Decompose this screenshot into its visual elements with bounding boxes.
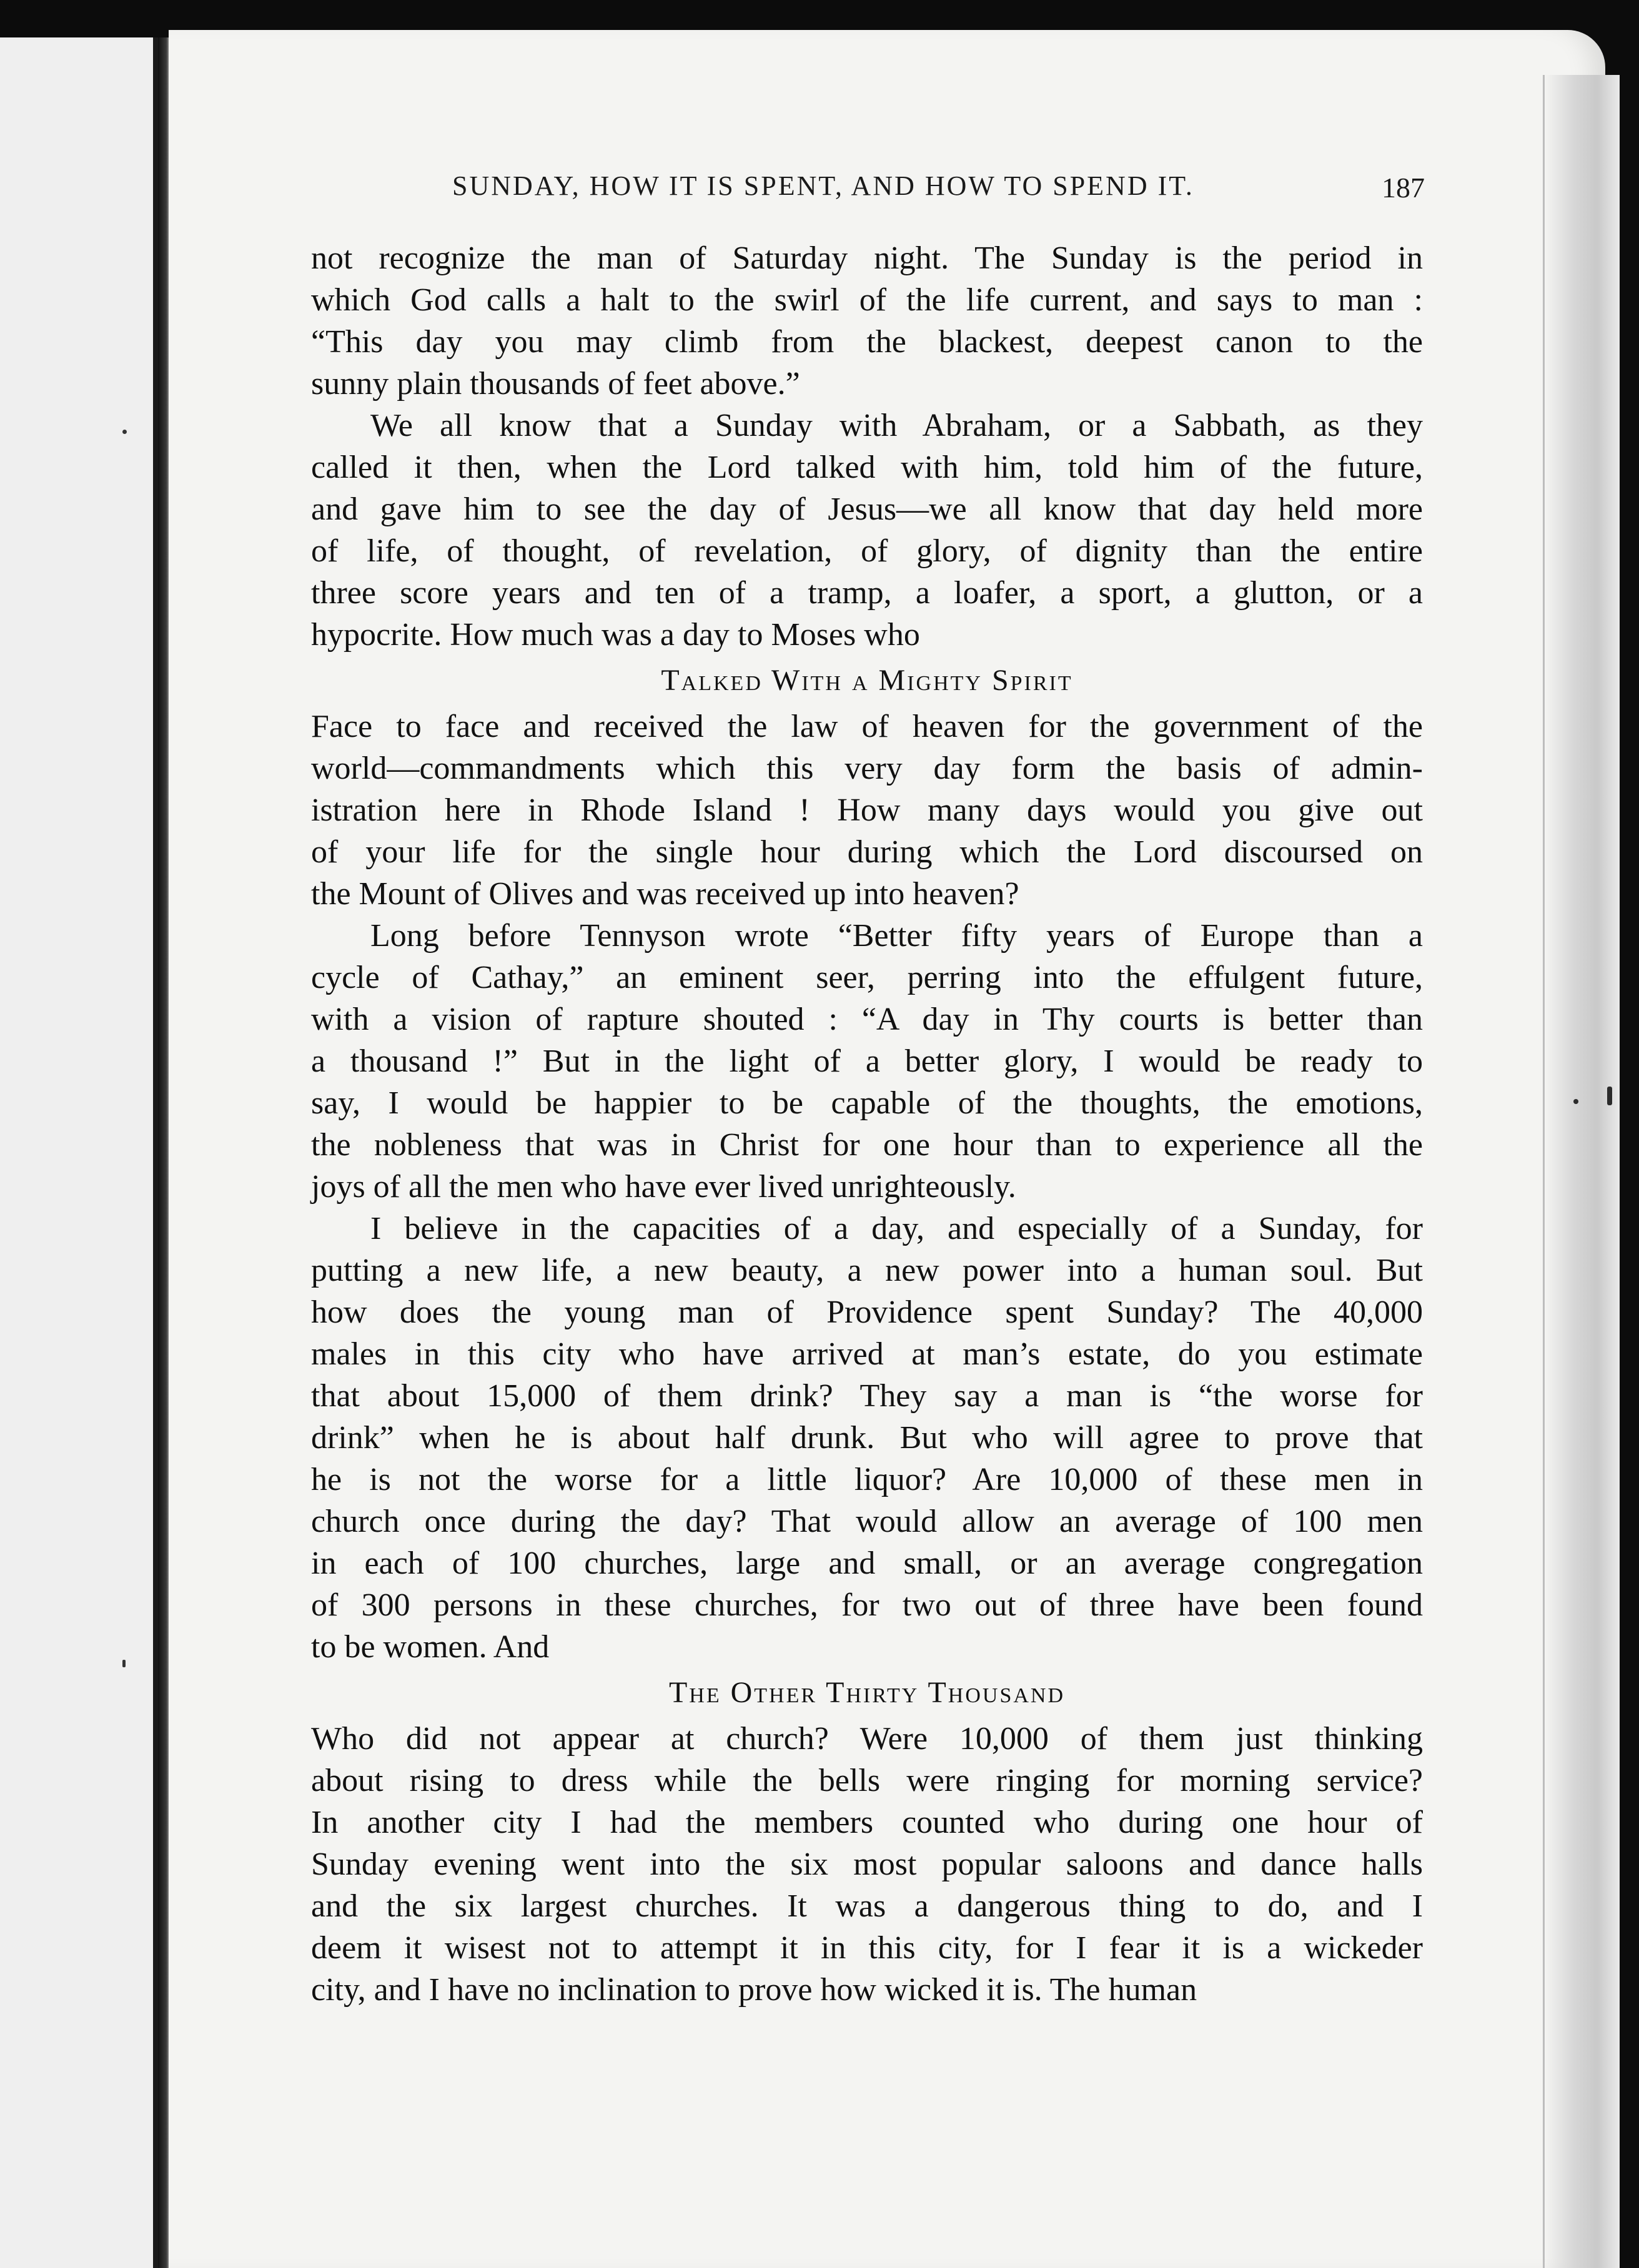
text-line: We all know that a Sunday with Abraham, or a Sabbath, as they — [370, 408, 1423, 443]
text-line: In another city I had the members counted who during one hour of — [311, 1805, 1423, 1840]
page-text — [311, 237, 1423, 2011]
text-line: in each of 100 churches, large and small, or an average congregation — [311, 1546, 1423, 1581]
text-line: “This day you may climb from the blackest, deepest canon to the — [311, 324, 1423, 360]
text-line: Sunday evening went into the six most popular saloons and dance halls — [311, 1846, 1423, 1882]
paragraph — [311, 405, 1423, 656]
edge-speck — [1573, 1099, 1578, 1104]
text-line: Long before Tennyson wrote “Better fifty years of Europe than a — [370, 918, 1423, 954]
text-line: the nobleness that was in Christ for one hour than to experience all the — [311, 1127, 1423, 1163]
paragraph — [311, 237, 1423, 405]
text-line: church once during the day? That would allow an average of 100 men — [311, 1504, 1423, 1539]
text-line: istration here in Rhode Island ! How many days would you give out — [311, 792, 1423, 828]
text-line: which God calls a halt to the swirl of the life current, and says to man : — [311, 282, 1423, 318]
text-line: the Mount of Olives and was received up into heaven? — [311, 876, 1019, 912]
text-line: about rising to dress while the bells were ringing for morning service? — [311, 1763, 1423, 1798]
text-line: not recognize the man of Saturday night. The Sunday is the period in — [311, 240, 1423, 276]
text-line: cycle of Cathay,” an eminent seer, perring into the effulgent future, — [311, 960, 1423, 995]
running-head: SUNDAY, HOW IT IS SPENT, AND HOW TO SPEND IT. — [452, 170, 1194, 201]
text-line: males in this city who have arrived at man’s estate, do you estimate — [311, 1336, 1423, 1372]
text-line: drink” when he is about half drunk. But who will agree to prove that — [311, 1420, 1423, 1456]
text-line: of 300 persons in these churches, for two out of three have been found — [311, 1587, 1423, 1623]
facing-page-edge — [0, 37, 158, 2268]
text-line: a thousand !” But in the light of a better glory, I would be ready to — [311, 1043, 1423, 1079]
text-line: say, I would be happier to be capable of the thoughts, the emotions, — [311, 1085, 1423, 1121]
text-line: he is not the worse for a little liquor? Are 10,000 of these men in — [311, 1462, 1423, 1497]
text-line: called it then, when the Lord talked with him, told him of the future, — [311, 450, 1423, 485]
page-number: 187 — [1382, 172, 1425, 204]
section-heading: The Other Thirty Thousand — [668, 1676, 1066, 1709]
text-line: that about 15,000 of them drink? They say a man is “the worse for — [311, 1378, 1423, 1414]
text-line: deem it wisest not to attempt it in this city, for I fear it is a wickeder — [311, 1930, 1423, 1966]
paragraph — [311, 1208, 1423, 1668]
text-line: Face to face and received the law of heaven for the government of the — [311, 709, 1423, 744]
paragraph — [311, 1718, 1423, 2011]
text-line: I believe in the capacities of a day, and especially of a Sunday, for — [370, 1211, 1423, 1246]
section-heading: Talked With a Mighty Spirit — [661, 664, 1073, 697]
speck-mark — [122, 1660, 126, 1667]
text-line: city, and I have no inclination to prove how wicked it is. The human — [311, 1972, 1197, 2008]
text-line: and gave him to see the day of Jesus—we all know that day held more — [311, 491, 1423, 527]
text-line: of your life for the single hour during which the Lord discoursed on — [311, 834, 1423, 870]
edge-speck — [1607, 1087, 1612, 1105]
text-line: with a vision of rapture shouted : “A day in Thy courts is better than — [311, 1002, 1423, 1037]
speck-mark — [122, 430, 127, 434]
paragraph — [311, 706, 1423, 915]
paragraph — [311, 915, 1423, 1208]
text-line: and the six largest churches. It was a dangerous thing to do, and I — [311, 1888, 1423, 1924]
text-line: world—commandments which this very day form the basis of admin- — [311, 751, 1423, 786]
text-line: of life, of thought, of revelation, of glory, of dignity than the entire — [311, 533, 1423, 569]
page-stack-edge — [1543, 75, 1620, 2268]
text-line: hypocrite. How much was a day to Moses who — [311, 617, 920, 653]
text-line: three score years and ten of a tramp, a loafer, a sport, a glutton, or a — [311, 575, 1423, 611]
text-line: sunny plain thousands of feet above.” — [311, 366, 800, 402]
text-line: how does the young man of Providence spent Sunday? The 40,000 — [311, 1294, 1423, 1330]
text-line: to be women. And — [311, 1629, 550, 1665]
text-line: putting a new life, a new beauty, a new power into a human soul. But — [311, 1253, 1423, 1288]
text-line: joys of all the men who have ever lived unrighteously. — [311, 1169, 1016, 1205]
text-line: Who did not appear at church? Were 10,000 of them just thinking — [311, 1721, 1423, 1757]
